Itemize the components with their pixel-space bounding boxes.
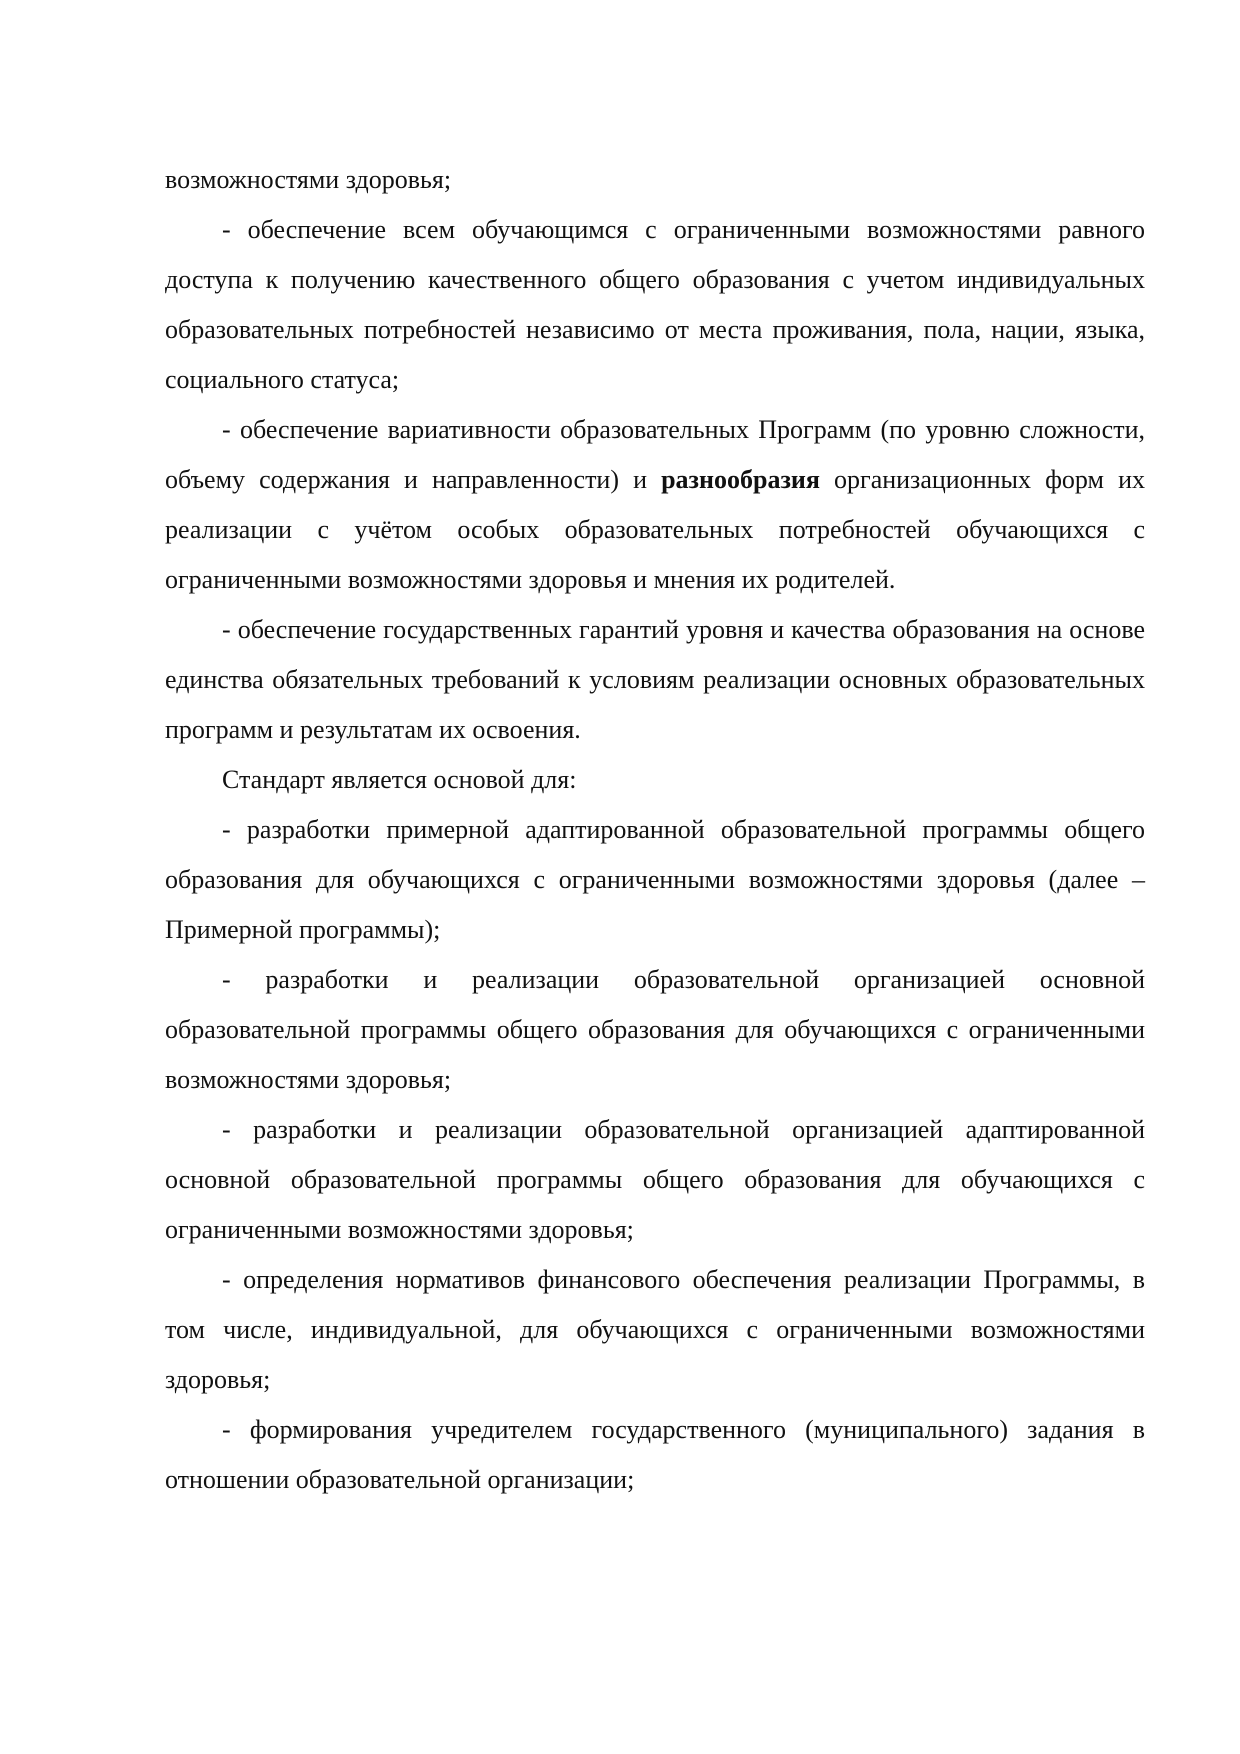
paragraph-basic-program: - разработки и реализации образовательной организацией основной образовательной программы общего образования для обучающихся с ограниченными возможностями здоровья; <box>165 965 1145 1094</box>
paragraph-equal-access: - обеспечение всем обучающимся с ограниченными возможностями равного доступа к получению качественного общего образования с учетом индивидуальных образовательных потребностей независимо от места проживания, пола, нации, языка, социального статуса; <box>165 215 1145 394</box>
paragraph-variability-text-after: организационных форм их реализации с учётом особых образовательных потребностей обучающихся с ограниченными возможностями здоровья и мнения их родителей. <box>165 465 1145 594</box>
paragraph-financing-norms: - определения нормативов финансового обеспечения реализации Программы, в том числе, индивидуальной, для обучающихся с ограниченными возможностями здоровья; <box>165 1265 1145 1394</box>
paragraph-adapted-program: - разработки и реализации образовательной организацией адаптированной основной образовательной программы общего образования для обучающихся с ограниченными возможностями здоровья; <box>165 1115 1145 1244</box>
paragraph-continuation: возможностями здоровья; <box>165 165 452 194</box>
paragraph-variability <box>165 405 1145 605</box>
paragraph-state-guarantees: - обеспечение государственных гарантий уровня и качества образования на основе единства обязательных требований к условиям реализации основных образовательных программ и результатам их освоения. <box>165 615 1145 744</box>
bold-word-diversity: разнообразия <box>661 465 820 494</box>
paragraph-sample-program: - разработки примерной адаптированной образовательной программы общего образования для обучающихся с ограниченными возможностями здоровья (далее – Примерной программы); <box>165 815 1145 944</box>
document-body <box>165 155 1145 1505</box>
paragraph-standard-basis: Стандарт является основой для: <box>222 765 577 794</box>
paragraph-variability-text-before: - обеспечение вариативности образовательных Программ (по уровню сложности, объему содержания и направленности) и <box>165 415 1145 494</box>
paragraph-state-assignment: - формирования учредителем государственного (муниципального) задания в отношении образовательной организации; <box>165 1415 1145 1494</box>
